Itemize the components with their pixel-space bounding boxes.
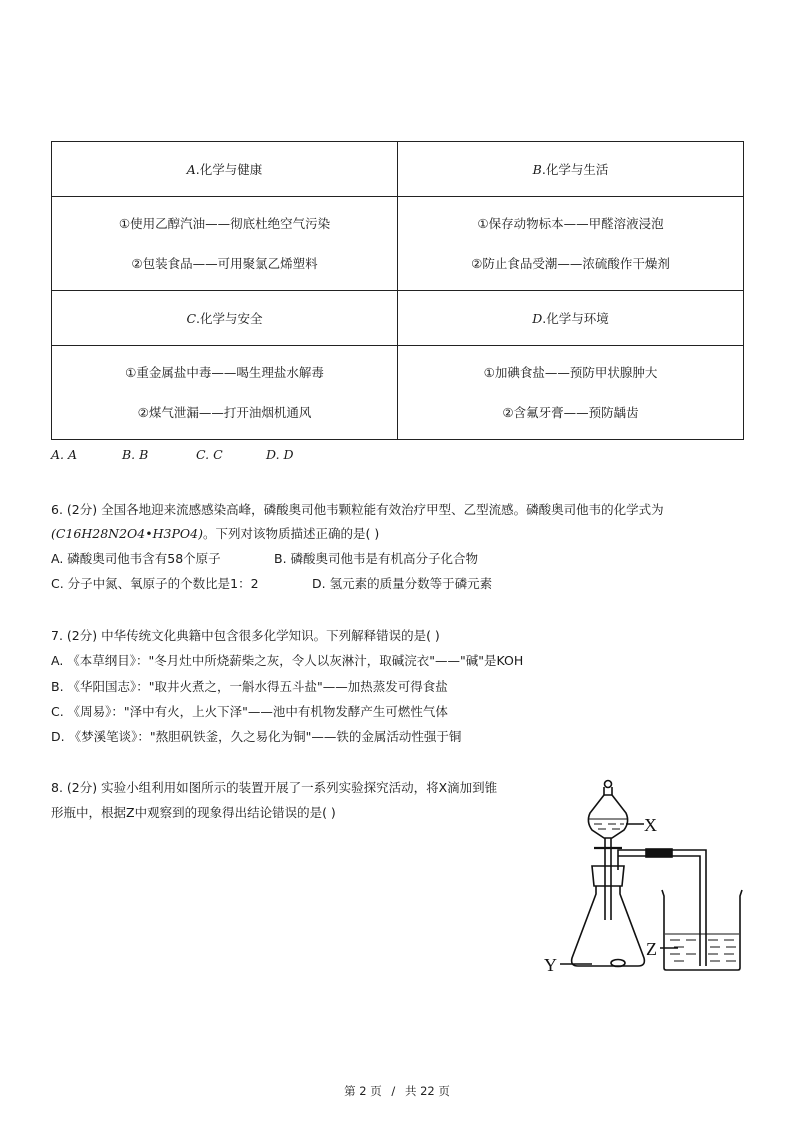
q6-stem-line1: 6. (2分) 全国各地迎来流感感染高峰，磷酸奥司他韦颗粒能有效治疗甲型、乙型流感。磷酸奥司他韦的化学式为	[51, 502, 664, 517]
cell-b-body	[398, 197, 744, 291]
cell-line: ①加碘食盐——预防甲状腺肿大	[483, 364, 658, 380]
cell-line: ②包装食品——可用聚氯乙烯塑料	[131, 255, 318, 271]
q6-option-a: A. 磷酸奥司他韦含有58个原子	[51, 551, 221, 566]
label-x: X	[644, 815, 657, 835]
q5-option-c: C. C	[196, 447, 223, 462]
q6-option-d: D. 氢元素的质量分数等于磷元素	[312, 576, 493, 591]
separatory-funnel	[588, 795, 627, 838]
funnel-stem-lower	[605, 855, 611, 920]
rubber-connector	[646, 849, 672, 857]
q7-option-c: C. 《周易》："泽中有火，上火下泽"——池中有机物发酵产生可燃性气体	[51, 704, 448, 719]
q7-stem: 7. (2分) 中华传统文化典籍中包含很多化学知识。下列解释错误的是( )	[51, 628, 440, 643]
cell-b-head: B.化学与生活	[398, 142, 744, 197]
cell-line: ②防止食品受潮——浓硫酸作干燥剂	[471, 255, 670, 271]
q7-option-a: A. 《本草纲目》："冬月灶中所烧薪柴之灰，令人以灰淋汁，取碱浣衣"——"碱"是KOH	[51, 653, 524, 668]
conical-flask	[572, 886, 645, 966]
q6-formula: (C16H28N2O4•H3PO4)	[51, 526, 203, 541]
funnel-stem-upper	[605, 838, 611, 855]
funnel-stopper-knob	[605, 781, 612, 788]
cell-line: ②煤气泄漏——打开油烟机通风	[137, 404, 312, 420]
cell-line: ①使用乙醇汽油——彻底杜绝空气污染	[118, 215, 331, 231]
cell-line: ①重金属盐中毒——喝生理盐水解毒	[125, 364, 324, 380]
cell-d-head: D.化学与环境	[398, 291, 744, 346]
q5-option-a: A. A	[51, 447, 78, 462]
q7-option-b: B. 《华阳国志》："取井火煮之，一斛水得五斗盐"——加热蒸发可得食盐	[51, 679, 448, 694]
q6-option-b: B. 磷酸奥司他韦是有机高分子化合物	[274, 551, 479, 566]
funnel-liquid-dashes	[594, 824, 624, 829]
delivery-tube-start	[618, 850, 646, 870]
cell-d-body	[398, 346, 744, 440]
options-table	[51, 141, 744, 440]
beaker	[662, 890, 742, 970]
q7-option-d: D. 《梦溪笔谈》："熬胆矾铁釜，久之易化为铜"——铁的金属活动性强于铜	[51, 729, 462, 744]
label-z: Z	[646, 939, 657, 959]
q5-option-d: D. D	[266, 447, 294, 462]
q8-stem-line2: 形瓶中，根据Z中观察到的现象得出结论错误的是( )	[51, 805, 336, 820]
cell-line: ②含氟牙膏——预防龋齿	[502, 404, 639, 420]
cell-c-body	[52, 346, 398, 440]
page-separator: /	[391, 1084, 396, 1098]
lab-apparatus-diagram	[530, 770, 780, 985]
q6-option-c: C. 分子中氮、氧原子的个数比是1：2	[51, 576, 259, 591]
page-footer	[0, 1083, 794, 1099]
cell-a-head: A.化学与健康	[52, 142, 398, 197]
q8-stem-line1: 8. (2分) 实验小组利用如图所示的装置开展了一系列实验探究活动，将X滴加到锥	[51, 780, 498, 795]
cell-a-body	[52, 197, 398, 291]
page-number: 第 2 页	[344, 1084, 382, 1098]
label-y: Y	[544, 955, 557, 975]
cell-line: ①保存动物标本——甲醛溶液浸泡	[477, 215, 664, 231]
cell-c-head: C.化学与安全	[52, 291, 398, 346]
q5-option-b: B. B	[122, 447, 149, 462]
beaker-liquid-dashes	[670, 940, 736, 961]
rubber-stopper	[592, 866, 624, 886]
q6-stem-line2: (C16H28N2O4•H3PO4)。下列对该物质描述正确的是( )	[51, 526, 380, 541]
page-total: 共 22 页	[404, 1084, 450, 1098]
